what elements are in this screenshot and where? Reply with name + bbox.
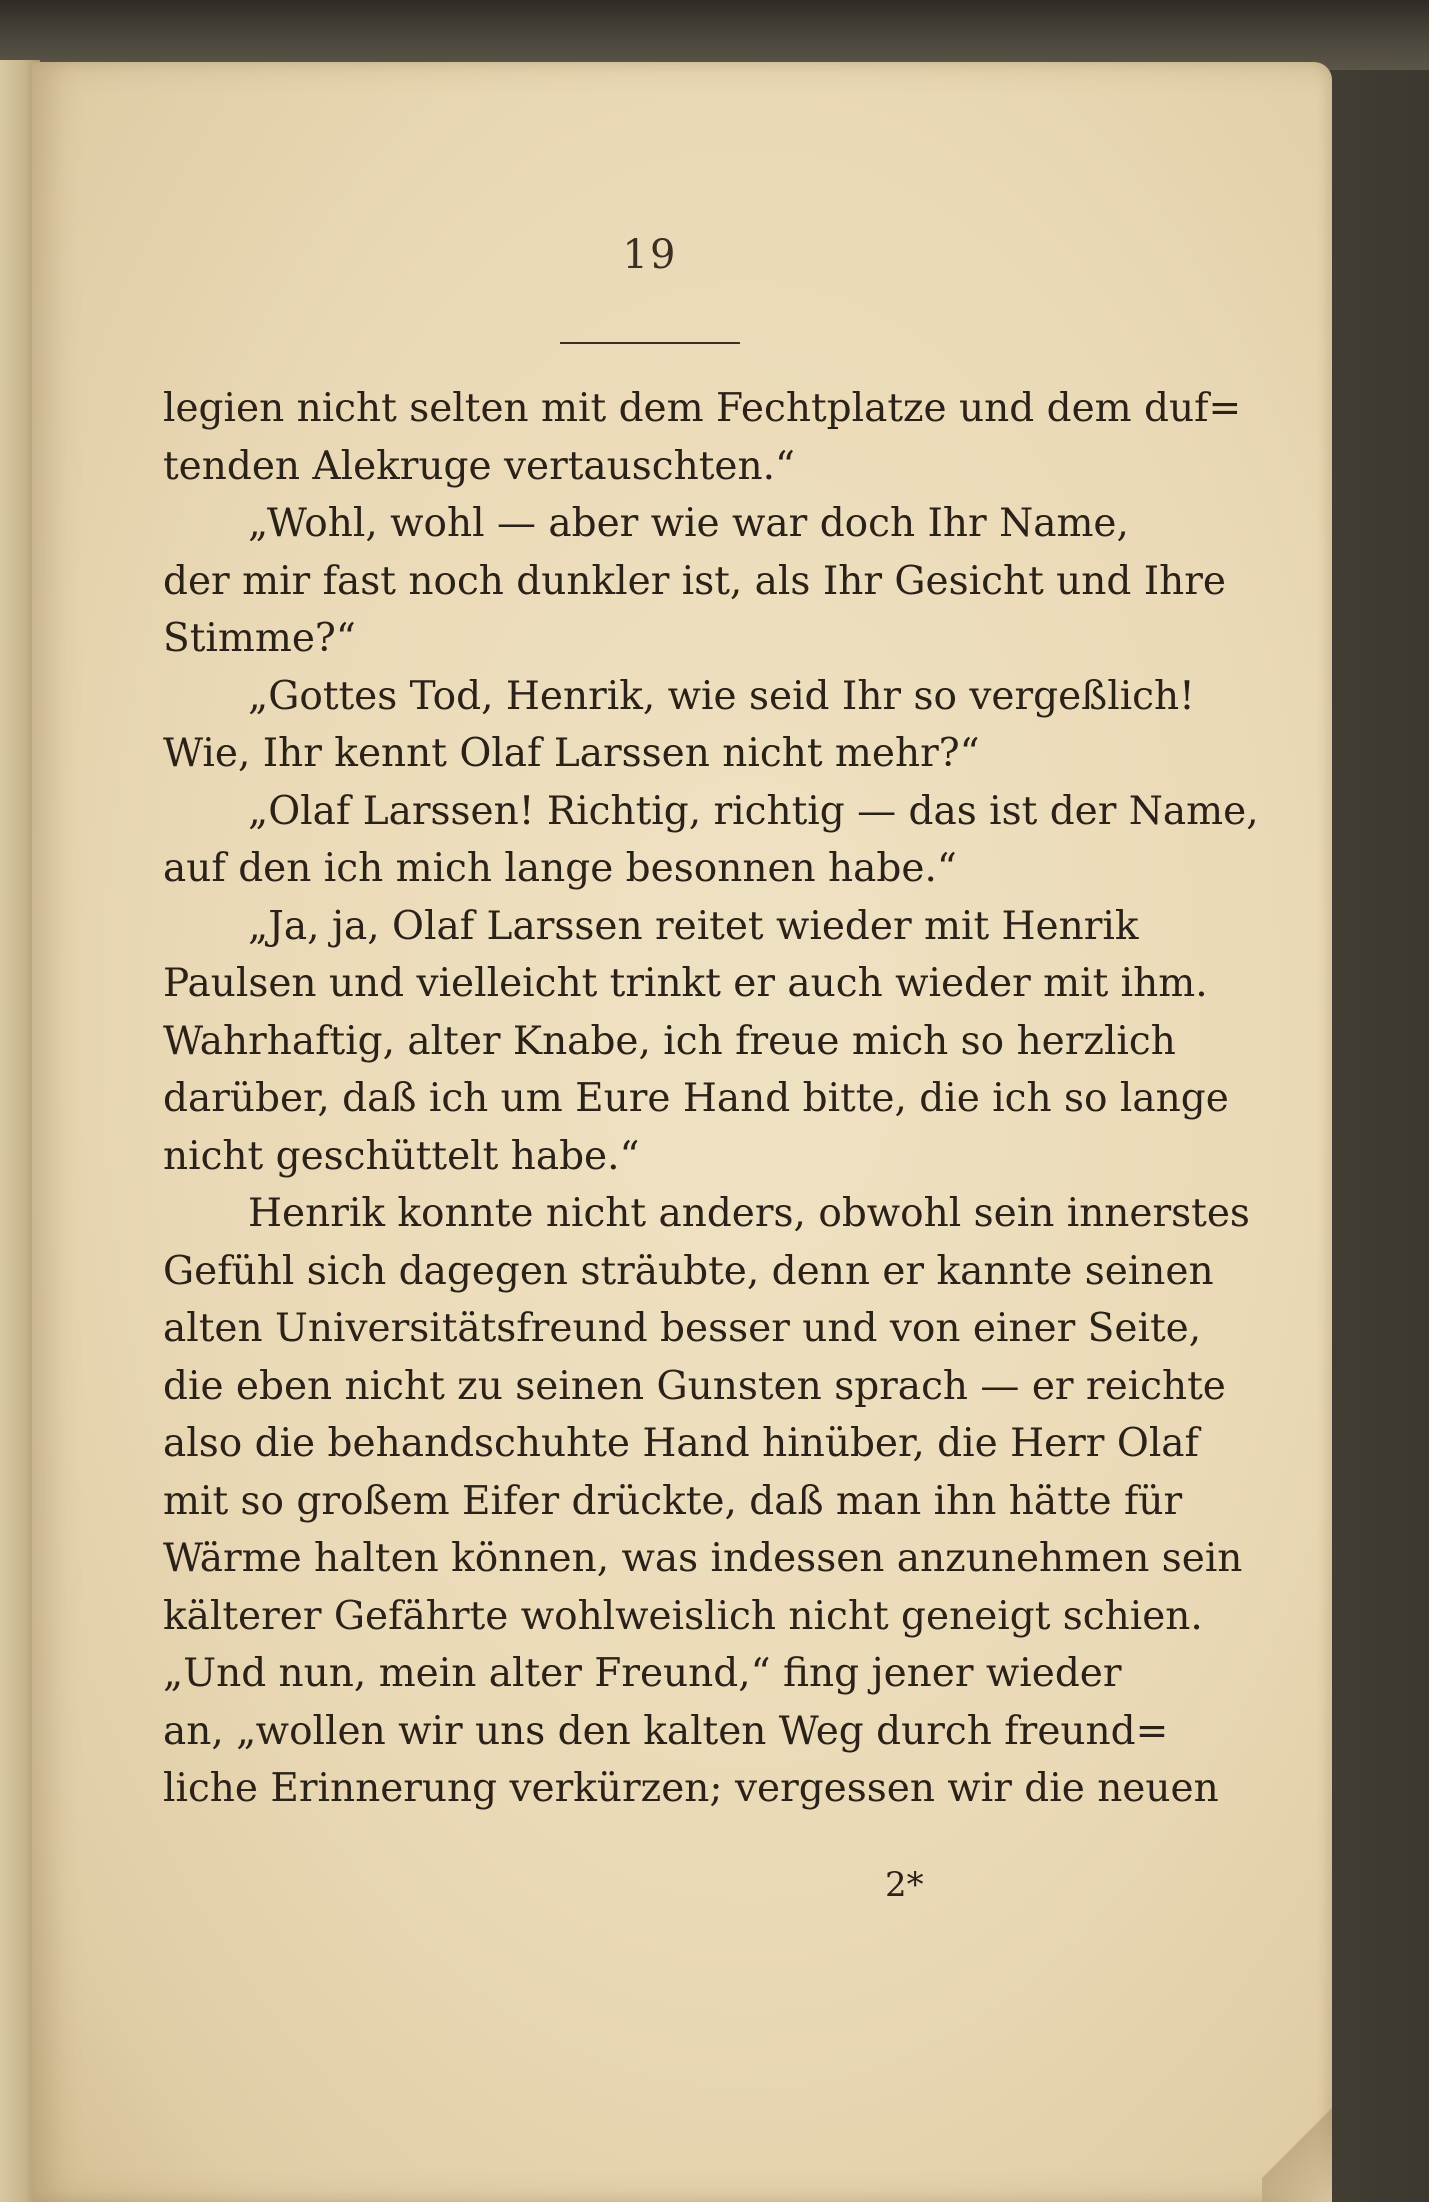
text-line: Wahrhaftig, alter Knabe, ich freue mich so herzlich bbox=[163, 1018, 1176, 1064]
printer-signature-mark: 2* bbox=[885, 1865, 924, 1905]
text-line: „Und nun, mein alter Freund,“ fing jener wieder bbox=[163, 1651, 1122, 1696]
text-line: Stimme?“ bbox=[163, 616, 356, 661]
text-line: kälterer Gefährte wohlweislich nicht geneigt schien. bbox=[163, 1593, 1203, 1639]
text-line: die eben nicht zu seinen Gunsten sprach — er reichte bbox=[163, 1363, 1226, 1409]
page-number-rule bbox=[560, 342, 740, 344]
text-line: darüber, daß ich um Eure Hand bitte, die ich so lange bbox=[163, 1076, 1229, 1121]
text-line: Wie, Ihr kennt Olaf Larssen nicht mehr?“ bbox=[163, 731, 980, 776]
text-line: legien nicht selten mit dem Fechtplatze und dem duf= bbox=[163, 386, 1242, 431]
book-spine-edge bbox=[0, 0, 1429, 70]
text-line: alten Universitätsfreund besser und von einer Seite, bbox=[163, 1306, 1202, 1351]
body-text bbox=[163, 380, 1259, 1818]
text-line: liche Erinnerung verkürzen; vergessen wir die neuen bbox=[163, 1766, 1219, 1811]
text-line: also die behandschuhte Hand hinüber, die Herr Olaf bbox=[163, 1421, 1199, 1466]
text-line: Gefühl sich dagegen sträubte, denn er kannte seinen bbox=[163, 1248, 1214, 1294]
text-line: „Olaf Larssen! Richtig, richtig — das ist der Name, bbox=[248, 788, 1259, 834]
text-line: „Gottes Tod, Henrik, wie seid Ihr so vergeßlich! bbox=[248, 673, 1195, 719]
text-line: „Wohl, wohl — aber wie war doch Ihr Name, bbox=[248, 501, 1129, 546]
text-line: Wärme halten können, was indessen anzunehmen sein bbox=[163, 1536, 1243, 1581]
text-line: Henrik konnte nicht anders, obwohl sein innerstes bbox=[248, 1191, 1250, 1236]
page-number: 19 bbox=[622, 232, 678, 278]
text-line: „Ja, ja, Olaf Larssen reitet wieder mit Henrik bbox=[248, 903, 1139, 949]
text-line: auf den ich mich lange besonnen habe.“ bbox=[163, 846, 957, 891]
text-line: Paulsen und vielleicht trinkt er auch wieder mit ihm. bbox=[163, 961, 1208, 1006]
text-line: mit so großem Eifer drückte, daß man ihn hätte für bbox=[163, 1478, 1183, 1524]
page-corner bbox=[1262, 2082, 1332, 2202]
text-line: der mir fast noch dunkler ist, als Ihr Gesicht und Ihre bbox=[163, 558, 1226, 604]
text-line: nicht geschüttelt habe.“ bbox=[163, 1133, 640, 1179]
text-line: tenden Alekruge vertauschten.“ bbox=[163, 443, 795, 489]
text-line: an, „wollen wir uns den kalten Weg durch freund= bbox=[163, 1708, 1169, 1754]
